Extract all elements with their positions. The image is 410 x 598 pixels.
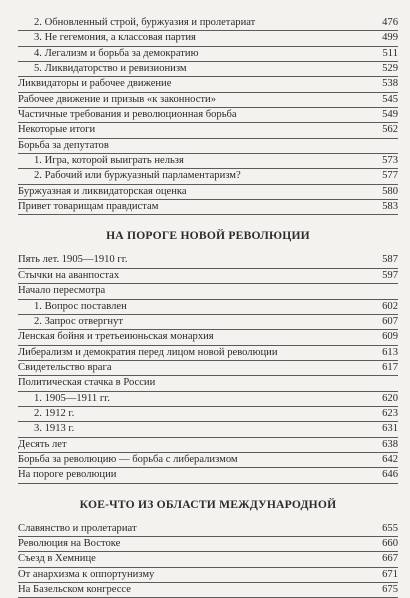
toc-entry-page: 667 — [382, 553, 398, 565]
toc-entry — [18, 62, 398, 77]
toc-entry-page: 617 — [382, 361, 398, 373]
toc-entry — [18, 253, 398, 268]
toc-section-1 — [18, 16, 398, 215]
toc-entry-page: 602 — [382, 300, 398, 312]
toc-entry-title: Либерализм и демократия перед лицом новой революции — [18, 346, 278, 358]
toc-entry-page: 580 — [382, 185, 398, 197]
section-heading-new-revolution: НА ПОРОГЕ НОВОЙ РЕВОЛЮЦИИ — [106, 229, 310, 243]
toc-entry-title: Привет товарищам правдистам — [18, 201, 159, 213]
toc-entry — [18, 139, 398, 154]
toc-entry-page: 549 — [382, 109, 398, 121]
toc-entry-title: Пять лет. 1905—1910 гг. — [18, 254, 128, 266]
toc-entry-title: 2. Рабочий или буржуазный парламентаризм? — [34, 170, 241, 182]
toc-entry — [18, 537, 398, 552]
toc-entry-title: 1. 1905—1911 гг. — [34, 392, 110, 404]
toc-entry — [18, 77, 398, 92]
toc-entry — [18, 392, 398, 407]
toc-entry — [18, 468, 398, 483]
toc-entry-page: 620 — [382, 392, 398, 404]
toc-entry-page: 538 — [382, 78, 398, 90]
toc-entry-title: 1. Вопрос поставлен — [34, 300, 127, 312]
toc-entry-page: 609 — [382, 331, 398, 343]
toc-entry-title: Начало пересмотра — [18, 285, 106, 297]
toc-entry-title: 5. Ликвидаторство и ревизионизм — [34, 63, 187, 75]
toc-entry — [18, 300, 398, 315]
toc-entry-title: 4. Легализм и борьба за демократию — [34, 47, 199, 59]
toc-entry — [18, 376, 398, 391]
toc-entry-title: Некоторые итоги — [18, 124, 96, 136]
toc-entry-title: Ликвидаторы и рабочее движение — [18, 78, 172, 90]
toc-entry — [18, 583, 398, 598]
toc-entry-title: На Базельском конгрессе — [18, 584, 131, 595]
toc-entry — [18, 200, 398, 215]
toc-entry — [18, 330, 398, 345]
toc-entry-title: 2. 1912 г. — [34, 407, 75, 419]
toc-entry-title: 2. Запрос отвергнут — [34, 315, 124, 327]
toc-entry — [18, 568, 398, 583]
toc-entry — [18, 346, 398, 361]
toc-entry-title: Борьба за революцию — борьба с либерализмом — [18, 453, 238, 465]
toc-entry-title: Частичные требования и революционная борьба — [18, 109, 237, 121]
toc-entry-title: Десять лет — [18, 438, 67, 450]
toc-entry-title: Съезд в Хемнице — [18, 553, 96, 565]
toc-entry — [18, 154, 398, 169]
toc-entry — [18, 453, 398, 468]
toc-entry-page: 631 — [382, 423, 398, 435]
toc-section-2 — [18, 253, 398, 483]
toc-entry-page: 613 — [382, 346, 398, 358]
toc-entry — [18, 31, 398, 46]
toc-entry-page: 623 — [382, 407, 398, 419]
toc-entry — [18, 123, 398, 138]
toc-entry — [18, 522, 398, 537]
toc-entry-page: 499 — [382, 32, 398, 44]
toc-entry — [18, 361, 398, 376]
toc-entry — [18, 407, 398, 422]
toc-entry — [18, 108, 398, 123]
toc-entry-page: 587 — [382, 254, 398, 266]
toc-entry-page: 597 — [382, 269, 398, 281]
toc-entry — [18, 93, 398, 108]
toc-entry-page: 660 — [382, 537, 398, 549]
table-of-contents — [18, 16, 398, 598]
toc-section-3 — [18, 522, 398, 598]
toc-entry-title: 3. 1913 г. — [34, 423, 75, 435]
toc-entry — [18, 315, 398, 330]
toc-entry-page: 642 — [382, 453, 398, 465]
toc-entry — [18, 185, 398, 200]
toc-entry-page: 562 — [382, 124, 398, 136]
toc-entry-title: Буржуазная и ликвидаторская оценка — [18, 185, 187, 197]
toc-entry-title: Революция на Востоке — [18, 537, 121, 549]
toc-entry-title: Рабочее движение и призыв «к законности» — [18, 93, 217, 105]
toc-entry-page: 638 — [382, 438, 398, 450]
toc-entry — [18, 269, 398, 284]
toc-entry-title: Свидетельство врага — [18, 361, 112, 373]
toc-entry-page: 573 — [382, 155, 398, 167]
toc-entry-title: Славянство и пролетариат — [18, 522, 137, 534]
toc-entry-page: 655 — [382, 522, 398, 534]
toc-entry-title: От анархизма к оппортунизму — [18, 568, 155, 580]
toc-entry-page: 577 — [382, 170, 398, 182]
toc-entry-page: 545 — [382, 93, 398, 105]
toc-entry-page: 646 — [382, 469, 398, 481]
toc-entry-title: На пороге революции — [18, 469, 117, 481]
toc-entry-page: 476 — [382, 17, 398, 28]
toc-entry-page: 675 — [382, 584, 398, 595]
toc-entry — [18, 16, 398, 31]
toc-entry-title: Политическая стачка в России — [18, 377, 156, 389]
toc-entry-title: Борьба за депутатов — [18, 139, 109, 151]
toc-entry-page: 607 — [382, 315, 398, 327]
toc-entry — [18, 169, 398, 184]
toc-entry — [18, 47, 398, 62]
toc-entry — [18, 284, 398, 299]
toc-entry-title: Стычки на аванпостах — [18, 269, 120, 281]
toc-entry-page: 511 — [382, 47, 398, 59]
toc-entry-page: 529 — [382, 63, 398, 75]
toc-entry-page: 671 — [382, 568, 398, 580]
toc-entry-title: 3. Не гегемония, а классовая партия — [34, 32, 196, 44]
section-heading-international: КОЕ-ЧТО ИЗ ОБЛАСТИ МЕЖДУНАРОДНОЙ — [79, 497, 337, 511]
toc-entry — [18, 438, 398, 453]
toc-entry-title: Ленская бойня и третьеиюньская монархия — [18, 331, 214, 343]
toc-entry — [18, 422, 398, 437]
toc-entry-title: 2. Обновленный строй, буржуазия и пролетариат — [34, 17, 256, 28]
toc-entry-title: 1. Игра, которой выиграть нельзя — [34, 155, 184, 167]
toc-entry-page: 583 — [382, 201, 398, 213]
